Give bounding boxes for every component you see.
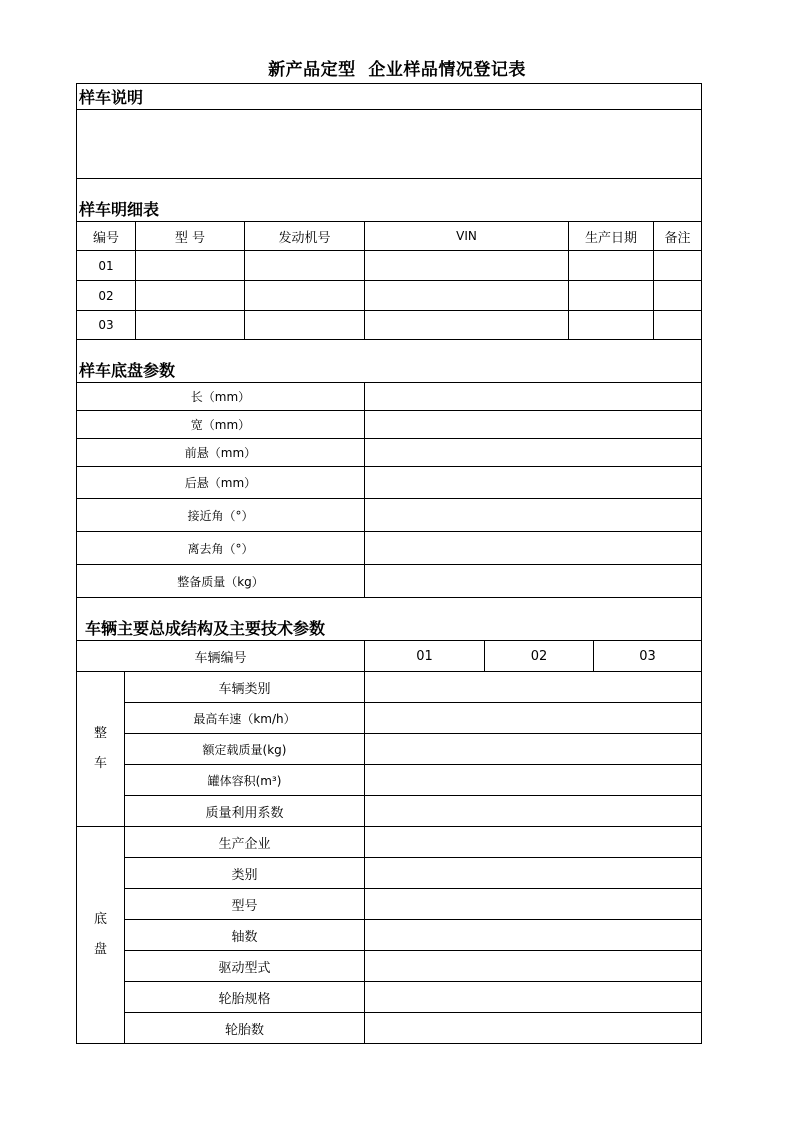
spec-value-cell[interactable] <box>365 827 702 858</box>
spec-value-cell[interactable] <box>365 796 702 827</box>
production-date-cell[interactable] <box>569 311 654 340</box>
chassis-param-row <box>77 411 702 439</box>
model-cell[interactable] <box>136 311 245 340</box>
column-header-model: 型 号 <box>136 222 245 251</box>
remarks-cell[interactable] <box>654 311 702 340</box>
group-label-chassis <box>77 827 125 1044</box>
vehicle-number-label: 车辆编号 <box>77 641 365 672</box>
spec-row <box>77 858 702 889</box>
param-label-departure-angle: 离去角（°） <box>77 532 365 565</box>
spec-value-cell[interactable] <box>365 920 702 951</box>
row-number-cell: 03 <box>77 311 136 340</box>
engine-number-cell[interactable] <box>245 281 365 311</box>
param-value-width[interactable] <box>365 411 702 439</box>
param-label-width: 宽（mm） <box>77 411 365 439</box>
spec-label-tire-spec: 轮胎规格 <box>125 982 365 1013</box>
column-header-remarks: 备注 <box>654 222 702 251</box>
spec-row <box>77 889 702 920</box>
column-header-vin: VIN <box>365 222 569 251</box>
spec-label-drive-type: 驱动型式 <box>125 951 365 982</box>
param-label-curb-weight: 整备质量（kg） <box>77 565 365 598</box>
group-label-char: 车 <box>93 756 107 771</box>
vin-cell[interactable] <box>365 281 569 311</box>
param-value-approach-angle[interactable] <box>365 499 702 532</box>
param-label-rear-overhang: 后悬（mm） <box>77 467 365 499</box>
production-date-cell[interactable] <box>569 281 654 311</box>
remarks-cell[interactable] <box>654 281 702 311</box>
group-label-whole-vehicle <box>77 672 125 827</box>
param-value-length[interactable] <box>365 383 702 411</box>
spec-value-cell[interactable] <box>365 1013 702 1044</box>
spec-value-cell[interactable] <box>365 703 702 734</box>
engine-number-cell[interactable] <box>245 251 365 281</box>
details-row <box>77 281 702 311</box>
section-heading-sample-description: 样车说明 <box>77 84 702 110</box>
chassis-param-row <box>77 439 702 467</box>
details-row <box>77 251 702 281</box>
spec-row <box>77 827 702 858</box>
remarks-cell[interactable] <box>654 251 702 281</box>
spec-value-cell[interactable] <box>365 951 702 982</box>
vehicle-number-02: 02 <box>485 641 594 672</box>
spec-value-cell[interactable] <box>365 982 702 1013</box>
spec-label-rated-load: 额定载质量(kg) <box>125 734 365 765</box>
spec-value-cell[interactable] <box>365 858 702 889</box>
section-heading-chassis-params: 样车底盘参数 <box>77 340 702 383</box>
vin-cell[interactable] <box>365 311 569 340</box>
spec-row <box>77 734 702 765</box>
param-label-front-overhang: 前悬（mm） <box>77 439 365 467</box>
spec-label-model: 型号 <box>125 889 365 920</box>
registration-form-table <box>76 83 702 1044</box>
column-header-number: 编号 <box>77 222 136 251</box>
param-label-length: 长（mm） <box>77 383 365 411</box>
details-header-row <box>77 222 702 251</box>
form-title: 新产品定型 企业样品情况登记表 <box>268 60 526 80</box>
spec-label-mass-utilization: 质量利用系数 <box>125 796 365 827</box>
group-label-char: 盘 <box>93 942 107 957</box>
chassis-param-row <box>77 532 702 565</box>
spec-row <box>77 765 702 796</box>
model-cell[interactable] <box>136 281 245 311</box>
engine-number-cell[interactable] <box>245 311 365 340</box>
spec-value-cell[interactable] <box>365 734 702 765</box>
chassis-param-row <box>77 383 702 411</box>
chassis-param-row <box>77 467 702 499</box>
row-number-cell: 02 <box>77 281 136 311</box>
spec-label-axle-count: 轴数 <box>125 920 365 951</box>
vehicle-number-header-row <box>77 641 702 672</box>
model-cell[interactable] <box>136 251 245 281</box>
spec-value-cell[interactable] <box>365 672 702 703</box>
spec-label-category: 类别 <box>125 858 365 889</box>
group-label-char: 底 <box>93 912 107 927</box>
spec-row <box>77 703 702 734</box>
spec-value-cell[interactable] <box>365 765 702 796</box>
spec-label-vehicle-category: 车辆类别 <box>125 672 365 703</box>
sample-description-field[interactable] <box>77 110 702 179</box>
chassis-param-row <box>77 565 702 598</box>
row-number-cell: 01 <box>77 251 136 281</box>
group-label-char: 整 <box>93 726 107 741</box>
spec-row <box>77 982 702 1013</box>
chassis-param-row <box>77 499 702 532</box>
spec-row <box>77 920 702 951</box>
param-label-approach-angle: 接近角（°） <box>77 499 365 532</box>
spec-label-manufacturer: 生产企业 <box>125 827 365 858</box>
vehicle-number-03: 03 <box>594 641 702 672</box>
vin-cell[interactable] <box>365 251 569 281</box>
vehicle-number-01: 01 <box>365 641 485 672</box>
param-value-departure-angle[interactable] <box>365 532 702 565</box>
section-heading-main-assembly: 车辆主要总成结构及主要技术参数 <box>77 598 702 641</box>
production-date-cell[interactable] <box>569 251 654 281</box>
spec-label-tire-count: 轮胎数 <box>125 1013 365 1044</box>
param-value-rear-overhang[interactable] <box>365 467 702 499</box>
param-value-curb-weight[interactable] <box>365 565 702 598</box>
spec-row <box>77 1013 702 1044</box>
spec-value-cell[interactable] <box>365 889 702 920</box>
spec-row <box>77 951 702 982</box>
spec-row <box>77 672 702 703</box>
details-row <box>77 311 702 340</box>
spec-row <box>77 796 702 827</box>
section-heading-sample-details: 样车明细表 <box>77 179 702 222</box>
param-value-front-overhang[interactable] <box>365 439 702 467</box>
column-header-production-date: 生产日期 <box>569 222 654 251</box>
spec-label-tank-volume: 罐体容积(m³) <box>125 765 365 796</box>
spec-label-max-speed: 最高车速（km/h） <box>125 703 365 734</box>
column-header-engine-number: 发动机号 <box>245 222 365 251</box>
